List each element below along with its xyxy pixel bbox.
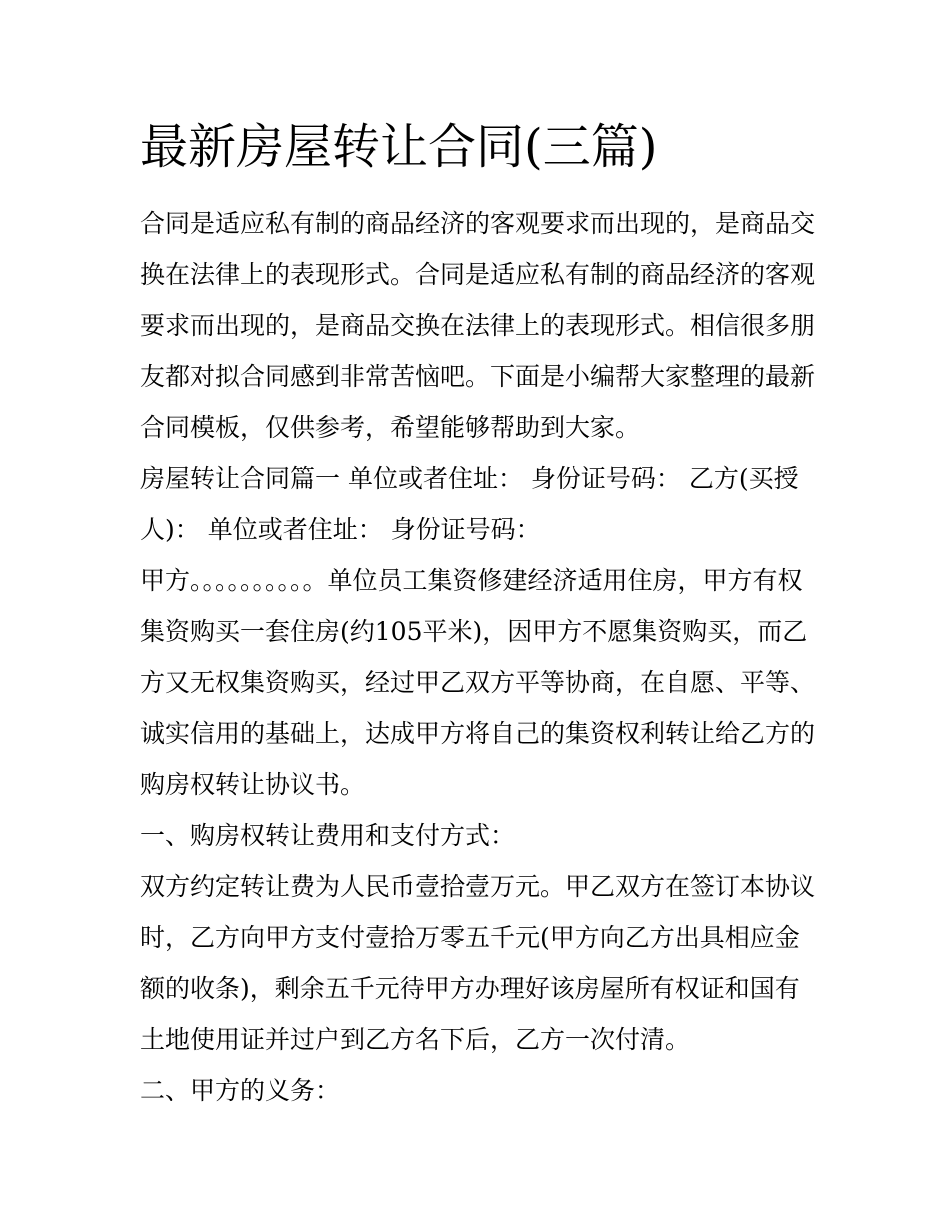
section-one-heading: 一、购房权转让费用和支付方式： (140, 821, 516, 850)
document-body (140, 198, 816, 1116)
agreement-preamble-paragraph: 甲方。。。。。。。。。。单位员工集资修建经济适用住房，甲方有权集资购买一套住房(约105平米)，因甲方不愿集资购买，而乙方又无权集资购买，经过甲乙双方平等协商，在自愿、平等、诚实信用的基础上，达成甲方将自己的集资权利转让给乙方的购房权转让协议书。 (140, 566, 816, 799)
intro-paragraph: 合同是适应私有制的商品经济的客观要求而出现的，是商品交换在法律上的表现形式。合同是适应私有制的商品经济的客观要求而出现的，是商品交换在法律上的表现形式。相信很多朋友都对拟合同感到非常苦恼吧。下面是小编帮大家整理的最新合同模板，仅供参考，希望能够帮助到大家。 (140, 209, 816, 442)
section-two-heading: 二、甲方的义务： (140, 1076, 341, 1105)
contract-one-header-paragraph: 房屋转让合同篇一 单位或者住址： 身份证号码： 乙方(买授人)： 单位或者住址： 身份证号码： (140, 464, 799, 544)
payment-terms-paragraph: 双方约定转让费为人民币壹拾壹万元。甲乙双方在签订本协议时，乙方向甲方支付壹拾万零五千元(甲方向乙方出具相应金额的收条)，剩余五千元待甲方办理好该房屋所有权证和国有土地使用证并过户到乙方名下后，乙方一次付清。 (140, 872, 816, 1054)
document-title: 最新房屋转让合同(三篇) (140, 119, 658, 175)
